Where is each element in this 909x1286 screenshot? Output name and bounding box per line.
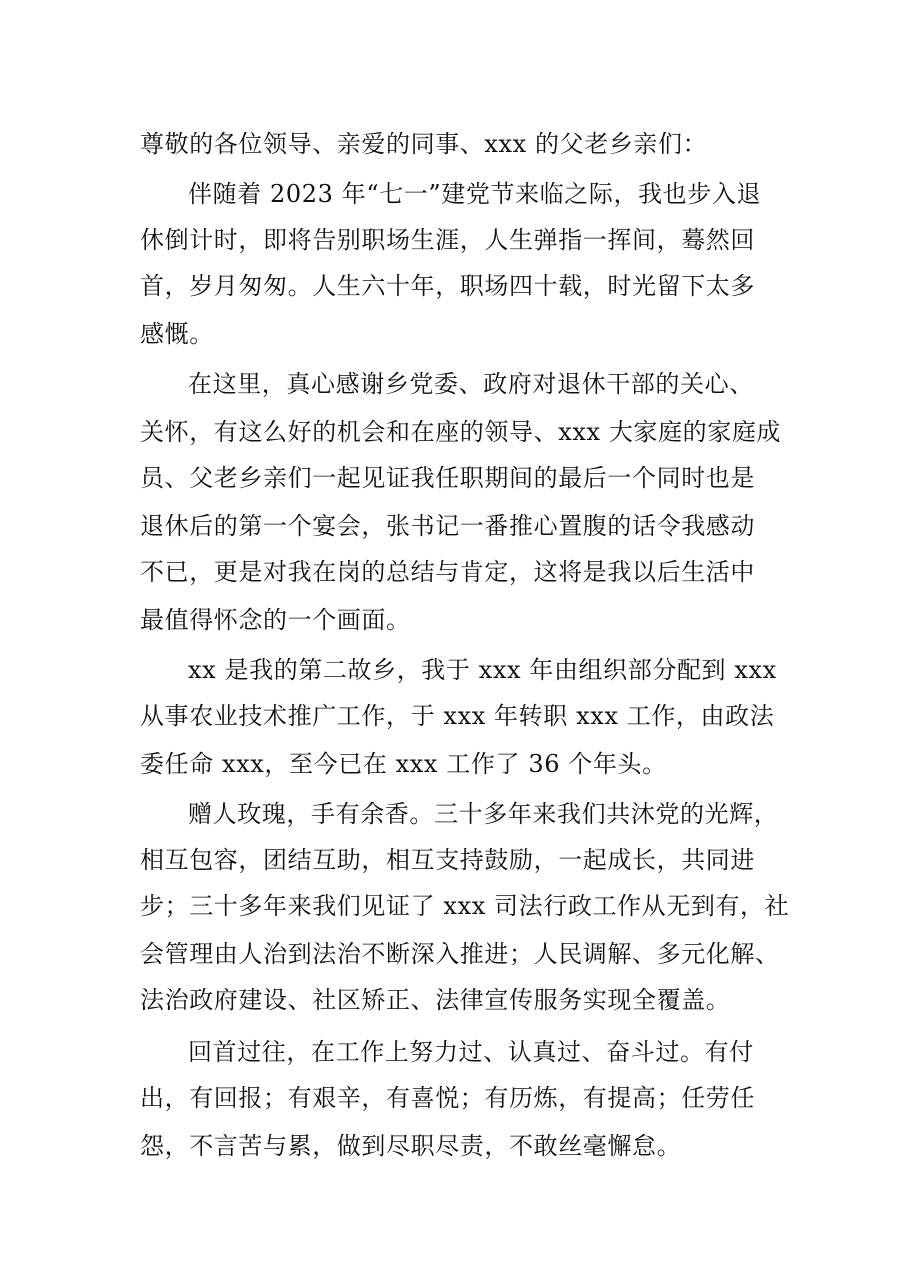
paragraph-4-line-1: 赠人玫瑰，手有余香。三十多年来我们共沐党的光辉， [188,800,779,828]
paragraph-5-line-3: 怨，不言苦与累，做到尽职尽责，不敢丝毫懈怠。 [140,1132,682,1160]
paragraph-3-line-3: 委任命 xxx，至今已在 xxx 工作了 36 个年头。 [140,750,667,778]
paragraph-1-line-4: 感慨。 [140,320,214,348]
paragraph-5-line-1: 回首过往，在工作上努力过、认真过、奋斗过。有付 [188,1038,754,1066]
paragraph-3-line-2: 从事农业技术推广工作，于 xxx 年转职 xxx 工作，由政法 [140,702,775,730]
paragraph-3-line-1: xx 是我的第二故乡，我于 xxx 年由组织部分配到 xxx [188,656,777,684]
paragraph-2-line-1: 在这里，真心感谢乡党委、政府对退休干部的关心、 [188,370,754,398]
paragraph-1-line-3: 首，岁月匆匆。人生六十年，职场四十载，时光留下太多 [140,272,755,300]
salutation-line: 尊敬的各位领导、亲爱的同事、xxx 的父老乡亲们： [140,130,708,158]
paragraph-2-line-6: 最值得怀念的一个画面。 [140,606,411,634]
paragraph-1-line-1: 伴随着 2023 年“七一”建党节来临之际，我也步入退 [188,180,762,208]
paragraph-2-line-3: 员、父老乡亲们一起见证我任职期间的最后一个同时也是 [140,464,755,492]
paragraph-4-line-3: 步；三十多年来我们见证了 xxx 司法行政工作从无到有，社 [140,892,790,920]
paragraph-1-line-2: 休倒计时，即将告别职场生涯，人生弹指一挥间，蓦然回 [140,226,755,254]
paragraph-4-line-4: 会管理由人治到法治不断深入推进；人民调解、多元化解、 [140,940,780,968]
paragraph-5-line-2: 出，有回报；有艰辛，有喜悦；有历炼，有提高；任劳任 [140,1084,755,1112]
paragraph-4-line-5: 法治政府建设、社区矫正、法律宣传服务实现全覆盖。 [140,986,731,1014]
paragraph-2-line-2: 关怀，有这么好的机会和在座的领导、xxx 大家庭的家庭成 [140,418,782,446]
paragraph-2-line-4: 退休后的第一个宴会，张书记一番推心置腹的话令我感动 [140,512,755,540]
paragraph-4-line-2: 相互包容，团结互助，相互支持鼓励，一起成长，共同进 [140,846,755,874]
paragraph-2-line-5: 不已，更是对我在岗的总结与肯定，这将是我以后生活中 [140,558,755,586]
